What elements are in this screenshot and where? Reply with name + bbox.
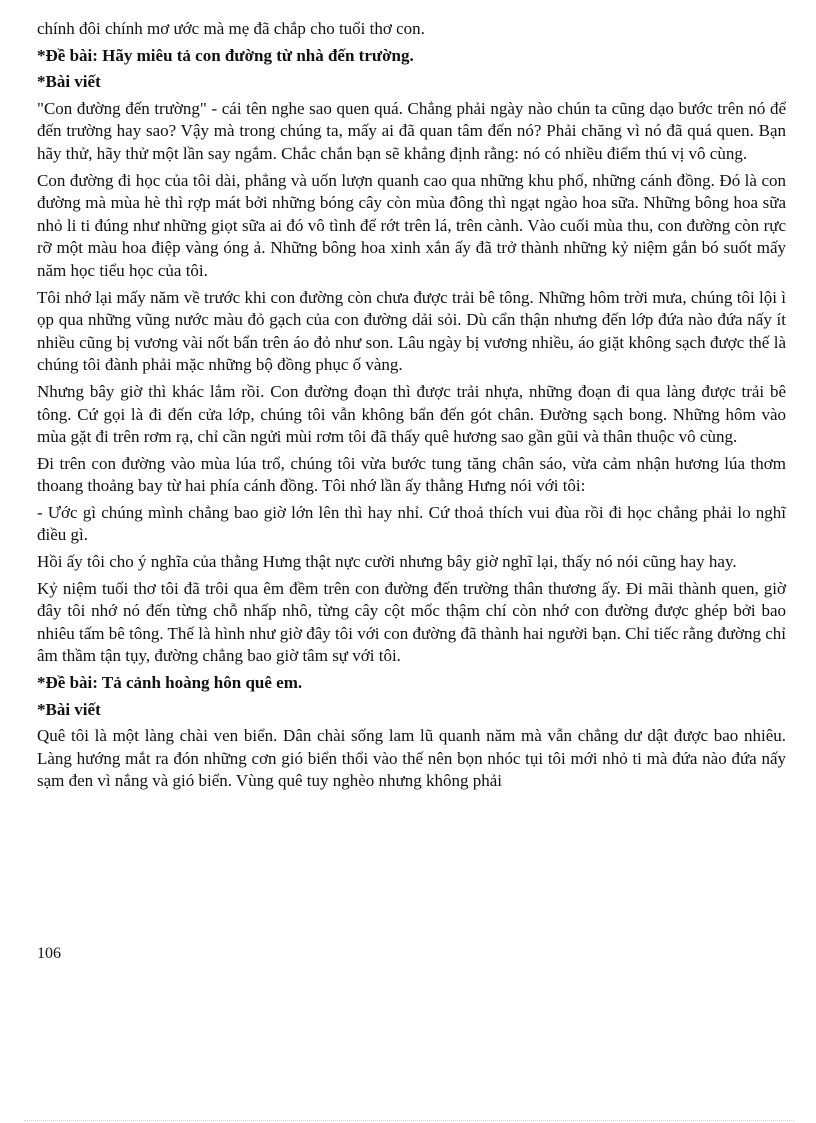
essay-paragraph: Kỷ niệm tuổi thơ tôi đã trôi qua êm đềm trên con đường đến trường thân thương ấy. Đi mãi thành quen, giờ đây tôi nhớ nó đến từng chỗ nhấp nhô, từng cây cột mốc thậm chí còn nhớ con đường được ghép bởi bao nhiêu tấm bê tông. Thế là hình như giờ đây tôi với con đường đã thành hai người bạn. Chỉ tiếc rằng đường chỉ âm thầm tận tụy, đường chẳng bao giờ tâm sự với tôi. [37,578,786,666]
essay-paragraph: Tôi nhớ lại mấy năm về trước khi con đường còn chưa được trải bê tông. Những hôm trời mưa, chúng tôi lội ì ọp qua những vũng nước màu đỏ gạch của con đường dải sỏi. Dù cẩn thận nhưng đến lớp đứa nào đứa nấy ít nhiều cũng bị vương vài nốt bẩn trên áo đỏ như son. Lâu ngày bị vương nhiều, áo giặt không sạch được thế là chúng tôi đành phải mặc những bộ đồng phục ố vàng. [37,287,786,375]
essay-paragraph: Nhưng bây giờ thì khác lắm rồi. Con đường đoạn thì được trải nhựa, những đoạn đi qua làng được trải bê tông. Cứ gọi là đi đến cửa lớp, chúng tôi vẫn không bẩn đến gót chân. Đường sạch bong. Những hôm vào mùa gặt đi trên rơm rạ, chỉ cần ngửi mùi rơm tôi đã thấy quê hương sao gần gũi và thân thuộc vô cùng. [37,381,786,447]
essay-paragraph: Quê tôi là một làng chài ven biển. Dân chài sống lam lũ quanh năm mà vẫn chẳng dư dật được bao nhiêu. Làng hướng mắt ra đón những cơn gió biển thổi vào thế nên bọn nhóc tụi tôi mới nhỏ ti mà đứa nào đứa nấy sạm đen vì nắng và gió biển. Vùng quê tuy nghèo nhưng không phải [37,726,786,791]
essay-paragraph: - Ước gì chúng mình chẳng bao giờ lớn lên thì hay nhỉ. Cứ thoả thích vui đùa rồi đi học chẳng phải lo nghĩ điều gì. [37,502,786,545]
essay-road-to-school [37,45,786,668]
essay-paragraph: Hồi ấy tôi cho ý nghĩa của thằng Hưng thật nực cười nhưng bây giờ nghĩ lại, thấy nó nói cũng hay hay. [37,552,737,572]
continuation-text: chính đôi chính mơ ước mà mẹ đã chắp cho tuổi thơ con. [37,19,425,38]
footer-divider [24,1120,794,1121]
essay-topic: *Đề bài: Hãy miêu tả con đường từ nhà đến trường. [37,45,414,65]
essay-paragraph: "Con đường đến trường" - cái tên nghe sao quen quá. Chẳng phải ngày nào chún ta cũng dạo bước trên nó để đến trường hay sao? Vậy mà trong chúng ta, mấy ai đã quan tâm đến nó? Phải chăng vì nó đã quá quen. Bạn hãy thử, hãy thử một lần say ngắm. Chắc chắn bạn sẽ khẳng định rằng: nó có nhiều điểm thú vị vô cùng. [37,98,786,163]
essay-sunset [37,672,786,793]
essay-paragraph: Con đường đi học của tôi dài, phẳng và uốn lượn quanh cao qua những khu phố, những cánh đồng. Đó là con đường mà mùa hè thì rợp mát bởi những bóng cây còn mùa đông thì ngạt ngào hoa sữa. Những bông hoa sữa nhỏ li ti đúng như những giọt sữa ai đó vô tình để rớt trên lá, trên cành. Vào cuối mùa thu, con đường còn rực rỡ một màu hoa điệp vàng óng ả. Những bông hoa xinh xắn ấy đã trở thành những kỷ niệm gắn bó suốt mấy năm học tiểu học của tôi. [37,170,786,280]
page-number: 106 [37,945,61,962]
page-content [37,18,786,797]
essay-heading: *Bài viết [37,72,101,92]
essay-topic: *Đề bài: Tả cảnh hoàng hôn quê em. [37,673,303,693]
essay-heading: *Bài viết [37,699,101,719]
essay-paragraph: Đi trên con đường vào mùa lúa trổ, chúng tôi vừa bước tung tăng chân sáo, vừa cảm nhận hương lúa thơm thoang thoảng bay từ hai phía cánh đồng. Tôi nhớ lần ấy thằng Hưng nói với tôi: [37,453,786,496]
